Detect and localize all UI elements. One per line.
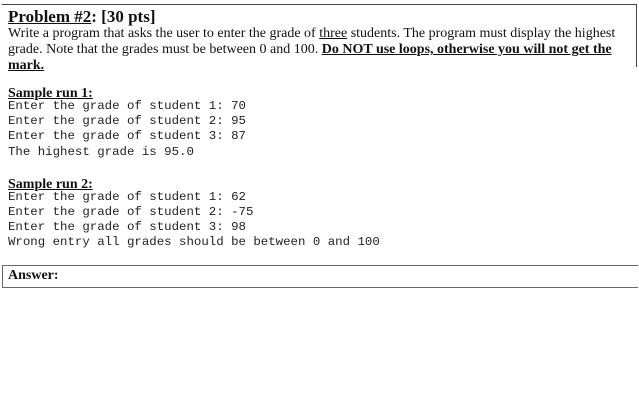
description-part-2: students. The program must display the highest grade. Note that the grades must be between 0 and 100. (8, 26, 616, 57)
problem-title (8, 7, 155, 27)
problem-points: : [30 pts] (91, 7, 156, 26)
answer-label: Answer: (8, 268, 59, 283)
sample-run-2-line: Enter the grade of student 2: -75 (8, 205, 254, 219)
sample-run-1-line: Enter the grade of student 2: 95 (8, 114, 246, 128)
description-warning: Do NOT use loops, otherwise you will not get the mark. (8, 42, 612, 73)
answer-box (2, 265, 638, 288)
sample-run-1-line: The highest grade is 95.0 (8, 145, 194, 159)
sample-run-1-heading: Sample run 1: (8, 86, 93, 101)
sample-run-2-heading: Sample run 2: (8, 177, 93, 192)
problem-number: Problem #2 (8, 7, 92, 26)
sample-run-1-line: Enter the grade of student 1: 70 (8, 99, 246, 113)
description-underlined-word: three (319, 26, 348, 41)
problem-description (8, 26, 634, 74)
sample-run-2-line: Enter the grade of student 1: 62 (8, 190, 246, 204)
sample-run-2-line: Wrong entry all grades should be between 0 and 100 (8, 235, 380, 249)
sample-run-2-line: Enter the grade of student 3: 98 (8, 220, 246, 234)
sample-run-1-line: Enter the grade of student 3: 87 (8, 129, 246, 143)
description-part-1: Write a program that asks the user to enter the grade of (8, 26, 320, 41)
